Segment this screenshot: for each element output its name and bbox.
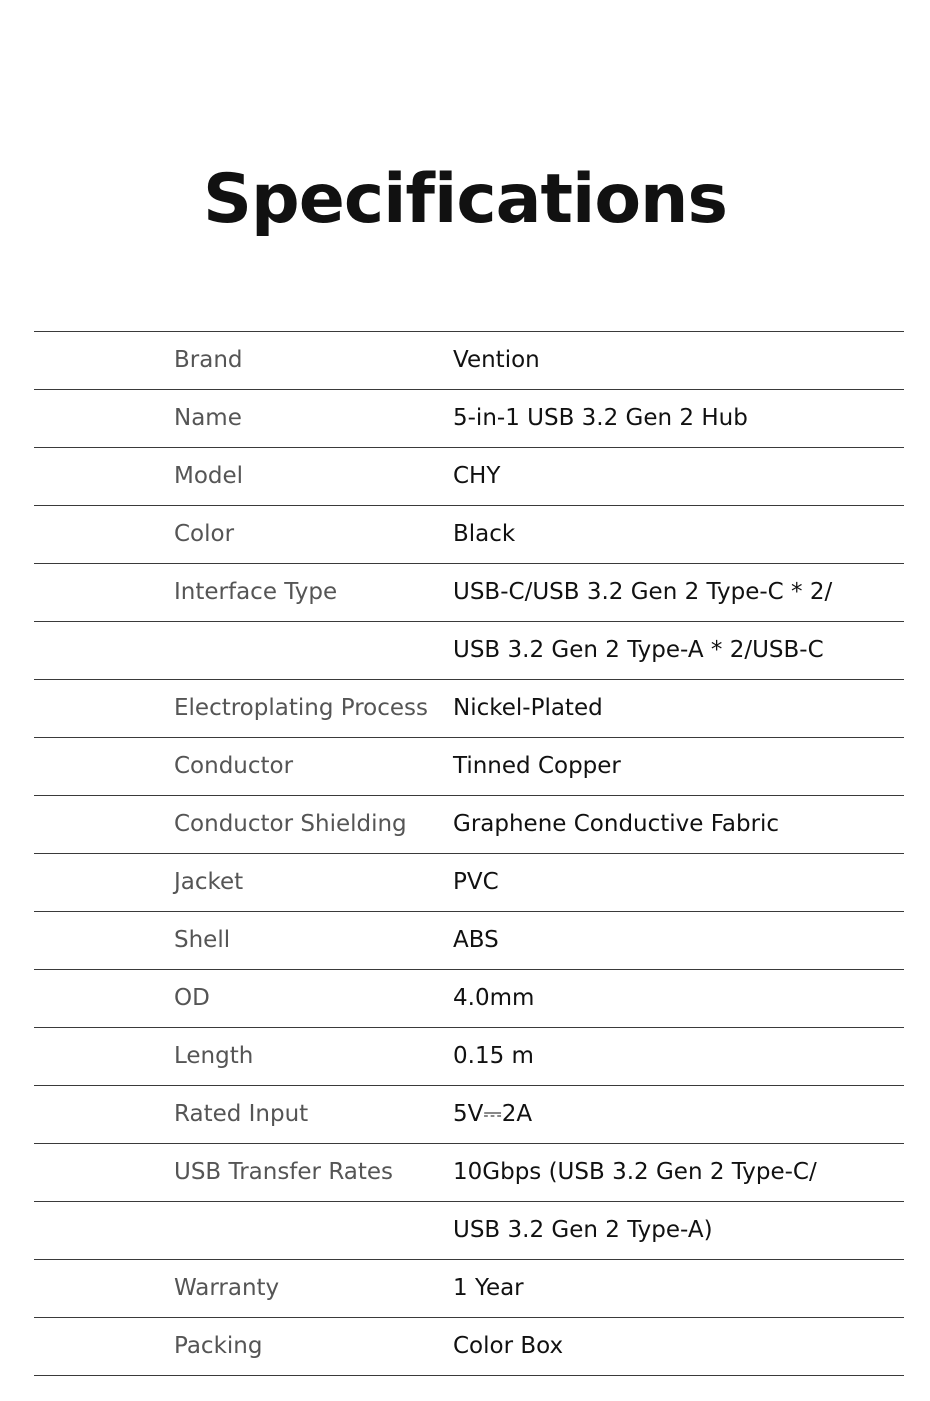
table-row (34, 1201, 904, 1259)
spec-value: Black (453, 521, 516, 547)
table-row (34, 795, 904, 853)
spec-label: Length (174, 1043, 254, 1069)
spec-value: Tinned Copper (453, 753, 621, 779)
spec-value: PVC (453, 869, 499, 895)
spec-value: 1 Year (453, 1275, 524, 1301)
table-row (34, 679, 904, 737)
spec-value: Color Box (453, 1333, 564, 1359)
spec-label: Packing (174, 1333, 263, 1359)
table-row (34, 1259, 904, 1317)
table-row (34, 1143, 904, 1201)
table-row (34, 563, 904, 621)
spec-label: Model (174, 463, 244, 489)
spec-value: 5V⎓2A (453, 1101, 533, 1127)
spec-label: Conductor Shielding (174, 811, 407, 837)
spec-value: Vention (453, 347, 540, 373)
spec-label: Conductor (174, 753, 294, 779)
table-row (34, 505, 904, 563)
spec-label: Electroplating Process (174, 695, 428, 721)
spec-value: 5-in-1 USB 3.2 Gen 2 Hub (453, 405, 748, 431)
table-row (34, 621, 904, 679)
spec-table (34, 331, 904, 1376)
spec-label: Jacket (174, 869, 244, 895)
table-row (34, 1027, 904, 1085)
table-row (34, 969, 904, 1027)
spec-value: 10Gbps (USB 3.2 Gen 2 Type-C/ (453, 1159, 817, 1185)
spec-label: Interface Type (174, 579, 338, 605)
spec-value: USB 3.2 Gen 2 Type-A * 2/USB-C (453, 637, 824, 663)
table-row (34, 853, 904, 911)
spec-value: 0.15 m (453, 1043, 534, 1069)
table-row (34, 331, 904, 389)
spec-label: Shell (174, 927, 231, 953)
spec-label: Brand (174, 347, 243, 373)
spec-label: OD (174, 985, 210, 1011)
page-title: Specifications (203, 160, 727, 239)
table-row (34, 737, 904, 795)
table-row (34, 389, 904, 447)
spec-value: Nickel-Plated (453, 695, 603, 721)
spec-value: ABS (453, 927, 499, 953)
table-row (34, 1317, 904, 1376)
spec-value: USB 3.2 Gen 2 Type-A) (453, 1217, 713, 1243)
spec-label: Color (174, 521, 235, 547)
spec-value: 4.0mm (453, 985, 535, 1011)
table-row (34, 447, 904, 505)
spec-value: CHY (453, 463, 501, 489)
table-row (34, 1085, 904, 1143)
spec-label: USB Transfer Rates (174, 1159, 394, 1185)
spec-label: Name (174, 405, 242, 431)
spec-value: Graphene Conductive Fabric (453, 811, 780, 837)
spec-label: Rated Input (174, 1101, 309, 1127)
spec-label: Warranty (174, 1275, 280, 1301)
spec-value: USB-C/USB 3.2 Gen 2 Type-C * 2/ (453, 579, 833, 605)
table-row (34, 911, 904, 969)
